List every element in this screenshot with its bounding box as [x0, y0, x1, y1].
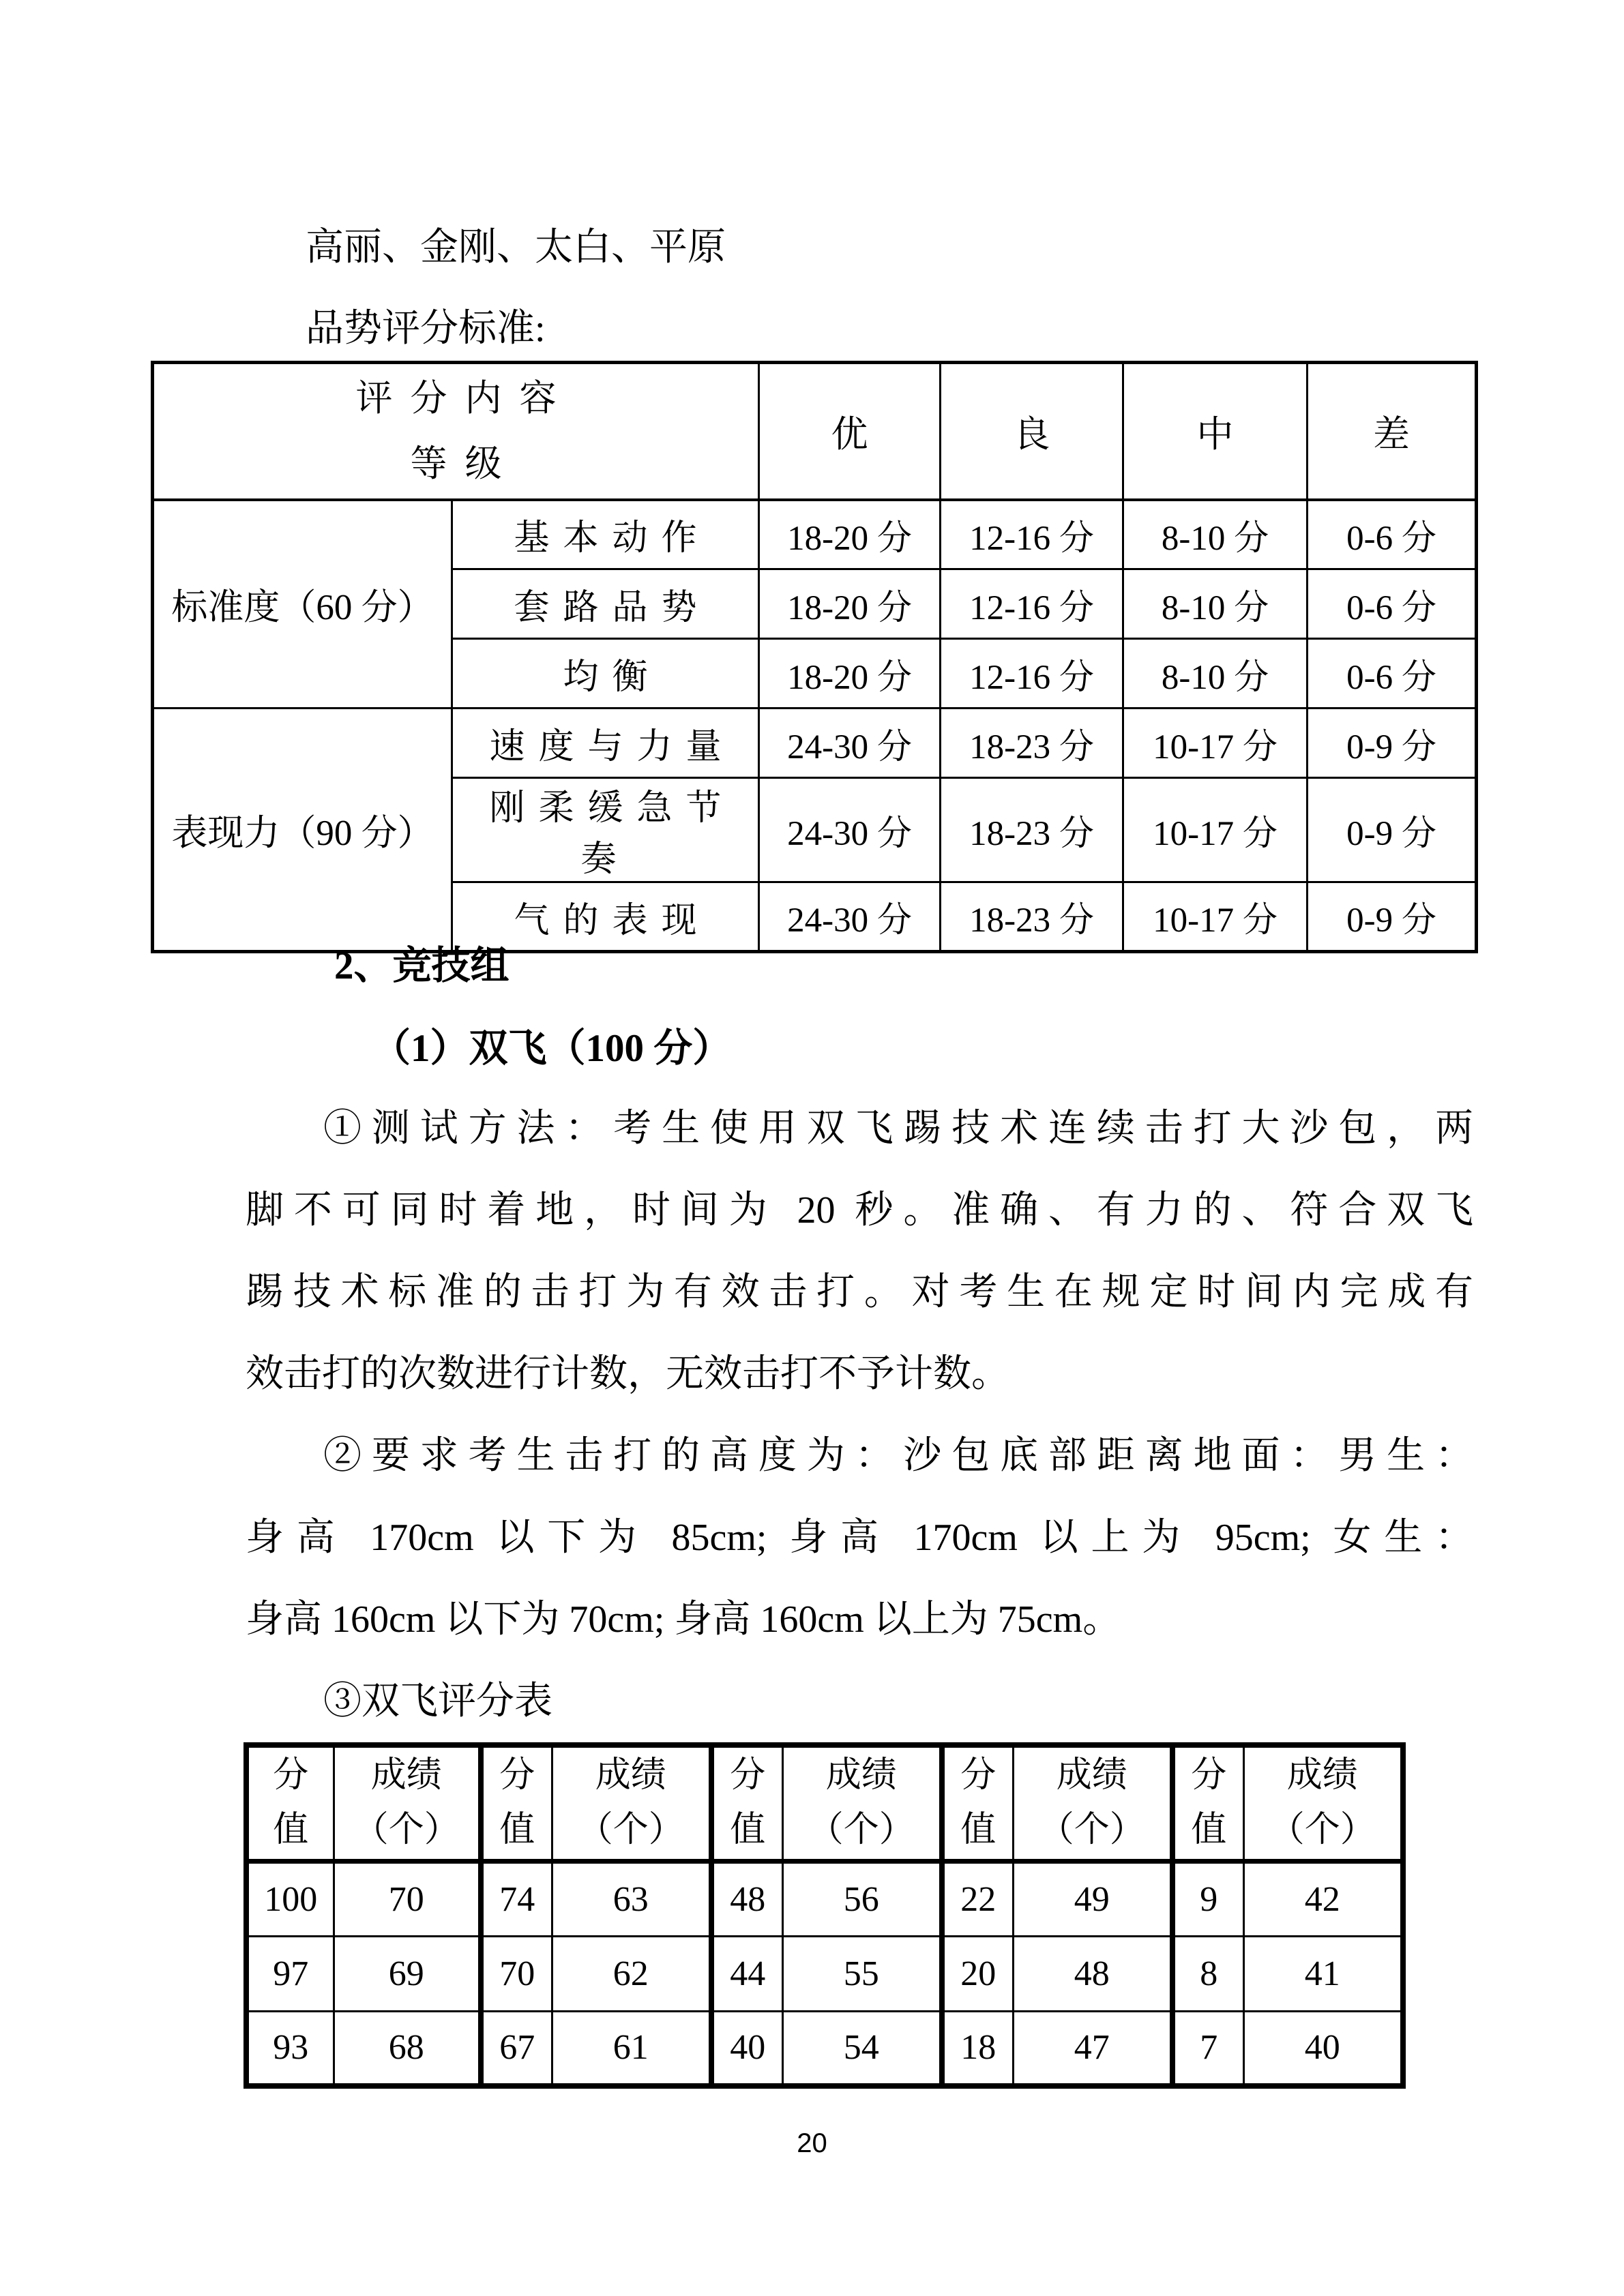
- section-heading-competition-group: 2、竞技组: [334, 944, 510, 987]
- score-value-cell: 93: [246, 2011, 334, 2086]
- result-count-cell: 62: [552, 1936, 711, 2011]
- paragraph-line: ①测试方法：考生使用双飞踢技术连续击打大沙包，两: [323, 1107, 1473, 1150]
- score-label-line1: 分: [273, 1756, 309, 1795]
- count-label-line1: 成绩: [825, 1756, 897, 1795]
- score-cell: 18-20 分: [759, 569, 941, 639]
- group-expressiveness-label: 表现力（90 分）: [153, 709, 452, 952]
- count-label-line2: （个）: [577, 1810, 684, 1850]
- score-value-cell: 20: [942, 1936, 1013, 2011]
- score-value-cell: 9: [1172, 1861, 1243, 1936]
- header-result-count: [1013, 1745, 1172, 1861]
- score-value-cell: 22: [942, 1861, 1013, 1936]
- count-label-line2: （个）: [808, 1810, 915, 1850]
- score-cell: 10-17 分: [1123, 709, 1308, 778]
- header-grade-poor: 差: [1308, 363, 1477, 500]
- table2-header-row: [246, 1745, 1403, 1861]
- shuangfei-score-table: [243, 1742, 1406, 2089]
- score-label-line2: 值: [499, 1810, 535, 1850]
- paragraph-line: 身高 170cm 以下为 85cm; 身高 170cm 以上为 95cm; 女生：: [246, 1517, 1473, 1559]
- score-label-line2: 值: [730, 1810, 766, 1850]
- score-label-line1: 分: [730, 1756, 766, 1795]
- table2-data-row: [246, 2011, 1403, 2086]
- score-cell: 24-30 分: [759, 709, 941, 778]
- item-label: 基本动作: [452, 500, 759, 569]
- score-value-cell: 100: [246, 1861, 334, 1936]
- score-value-cell: 18: [942, 2011, 1013, 2086]
- item-label: 均衡: [452, 639, 759, 709]
- result-count-cell: 47: [1013, 2011, 1172, 2086]
- header-result-count: [1243, 1745, 1403, 1861]
- score-cell: 12-16 分: [941, 500, 1123, 569]
- group-accuracy-label: 标准度（60 分）: [153, 500, 452, 709]
- table1-row-speed-power: [153, 709, 1477, 778]
- score-cell: 12-16 分: [941, 639, 1123, 709]
- score-value-cell: 40: [711, 2011, 782, 2086]
- header-score-value: [711, 1745, 782, 1861]
- score-cell: 24-30 分: [759, 778, 941, 882]
- paragraph-line: 脚不可同时着地，时间为 20 秒。准确、有力的、符合双飞: [246, 1189, 1473, 1232]
- item-label: 气的表现: [452, 882, 759, 952]
- score-label-line1: 分: [1191, 1756, 1227, 1795]
- score-label-line1: 分: [499, 1756, 535, 1795]
- header-score-value: [942, 1745, 1013, 1861]
- poomsae-criteria-table: [151, 361, 1478, 953]
- table2-data-row: [246, 1861, 1403, 1936]
- score-cell: 24-30 分: [759, 882, 941, 952]
- result-count-cell: 48: [1013, 1936, 1172, 2011]
- score-cell: 0-9 分: [1308, 882, 1477, 952]
- header-content-grade-cell: [153, 363, 759, 500]
- result-count-cell: 55: [782, 1936, 942, 2011]
- result-count-cell: 70: [334, 1861, 481, 1936]
- header-score-value: [1172, 1745, 1243, 1861]
- count-label-line1: 成绩: [1056, 1756, 1127, 1795]
- score-cell: 18-23 分: [941, 882, 1123, 952]
- table1-row-basic-moves: [153, 500, 1477, 569]
- score-value-cell: 74: [481, 1861, 552, 1936]
- count-label-line1: 成绩: [370, 1756, 442, 1795]
- count-label-line2: （个）: [1269, 1810, 1376, 1850]
- score-cell: 0-6 分: [1308, 639, 1477, 709]
- result-count-cell: 54: [782, 2011, 942, 2086]
- score-value-cell: 67: [481, 2011, 552, 2086]
- paragraph-line-shuangfei-table-caption: ③双飞评分表: [323, 1680, 552, 1723]
- score-cell: 8-10 分: [1123, 569, 1308, 639]
- header-result-count: [334, 1745, 481, 1861]
- result-count-cell: 56: [782, 1861, 942, 1936]
- item-label: 套路品势: [452, 569, 759, 639]
- score-cell: 10-17 分: [1123, 778, 1308, 882]
- table2-data-row: [246, 1936, 1403, 2011]
- score-value-cell: 8: [1172, 1936, 1243, 2011]
- result-count-cell: 69: [334, 1936, 481, 2011]
- header-score-value: [246, 1745, 334, 1861]
- score-value-cell: 70: [481, 1936, 552, 2011]
- header-result-count: [552, 1745, 711, 1861]
- score-value-cell: 44: [711, 1936, 782, 2011]
- score-cell: 12-16 分: [941, 569, 1123, 639]
- header-grade-medium: 中: [1123, 363, 1308, 500]
- result-count-cell: 49: [1013, 1861, 1172, 1936]
- table1-header-row: [153, 363, 1477, 500]
- body-paragraphs: [246, 1088, 1473, 1742]
- score-cell: 18-20 分: [759, 500, 941, 569]
- header-grade-excellent: 优: [759, 363, 941, 500]
- score-cell: 8-10 分: [1123, 639, 1308, 709]
- score-value-cell: 97: [246, 1936, 334, 2011]
- score-cell: 10-17 分: [1123, 882, 1308, 952]
- paragraph-line: ②要求考生击打的高度为：沙包底部距离地面：男生：: [323, 1435, 1473, 1477]
- result-count-cell: 68: [334, 2011, 481, 2086]
- score-label-line2: 值: [273, 1810, 309, 1850]
- result-count-cell: 40: [1243, 2011, 1403, 2086]
- header-grade-good: 良: [941, 363, 1123, 500]
- result-count-cell: 41: [1243, 1936, 1403, 2011]
- score-cell: 0-9 分: [1308, 778, 1477, 882]
- count-label-line1: 成绩: [1286, 1756, 1358, 1795]
- score-cell: 8-10 分: [1123, 500, 1308, 569]
- count-label-line2: （个）: [353, 1810, 460, 1850]
- score-value-cell: 48: [711, 1861, 782, 1936]
- score-label-line2: 值: [960, 1810, 996, 1850]
- page-number: 20: [797, 2128, 827, 2158]
- score-label-line1: 分: [960, 1756, 996, 1795]
- score-cell: 18-23 分: [941, 778, 1123, 882]
- score-label-line2: 值: [1191, 1810, 1227, 1850]
- score-cell: 0-6 分: [1308, 569, 1477, 639]
- score-cell: 18-20 分: [759, 639, 941, 709]
- score-cell: 0-6 分: [1308, 500, 1477, 569]
- score-cell: 0-9 分: [1308, 709, 1477, 778]
- result-count-cell: 61: [552, 2011, 711, 2086]
- header-grade-label: 等级: [410, 443, 520, 485]
- header-content-label: 评分内容: [355, 378, 574, 419]
- header-score-value: [481, 1745, 552, 1861]
- subsection-heading-shuangfei: （1）双飞（100 分）: [372, 1027, 732, 1070]
- header-result-count: [782, 1745, 942, 1861]
- item-label: 刚柔缓急节奏: [452, 778, 759, 882]
- table1-title: 品势评分标准:: [306, 308, 546, 350]
- result-count-cell: 42: [1243, 1861, 1403, 1936]
- count-label-line1: 成绩: [595, 1756, 666, 1795]
- paragraph-line: 身高 160cm 以下为 70cm; 身高 160cm 以上为 75cm。: [246, 1598, 1121, 1641]
- poomsae-list-line: 高丽、金刚、太白、平原: [306, 226, 726, 269]
- score-value-cell: 7: [1172, 2011, 1243, 2086]
- count-label-line2: （个）: [1038, 1810, 1145, 1850]
- item-label: 速度与力量: [452, 709, 759, 778]
- paragraph-line: 效击打的次数进行计数，无效击打不予计数。: [246, 1353, 1009, 1395]
- result-count-cell: 63: [552, 1861, 711, 1936]
- paragraph-line: 踢技术标准的击打为有效击打。对考生在规定时间内完成有: [246, 1271, 1473, 1313]
- score-cell: 18-23 分: [941, 709, 1123, 778]
